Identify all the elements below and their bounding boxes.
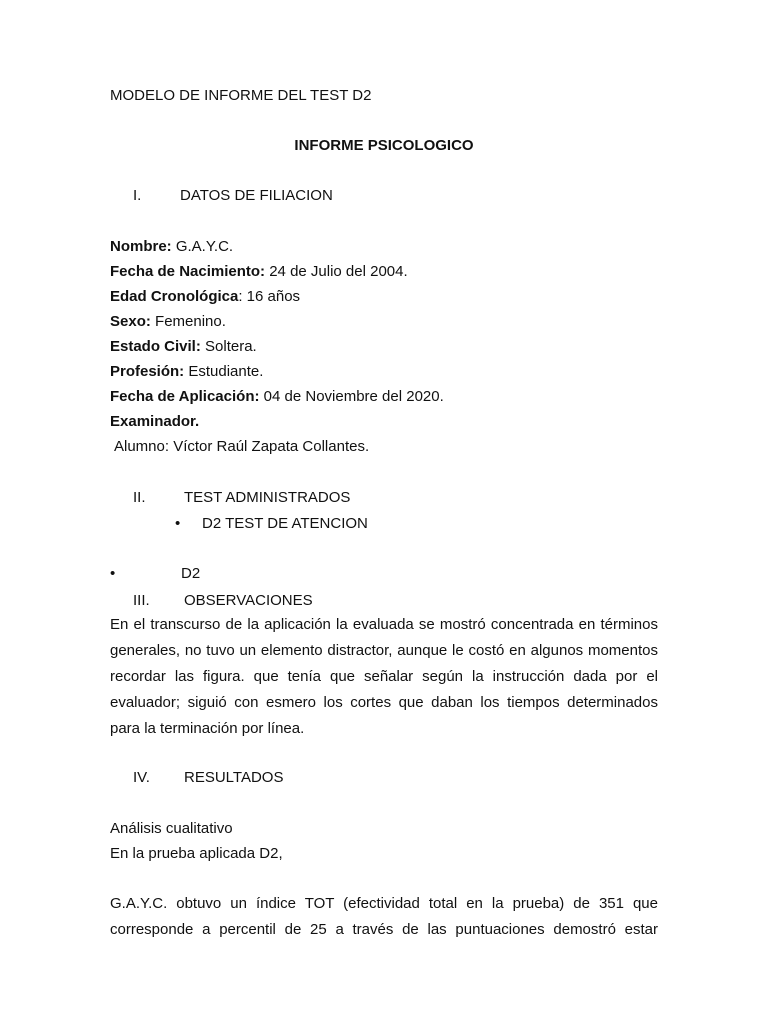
section-number: II. [133,489,146,506]
paragraph-line: En el transcurso de la aplicación la evaluada se mostró concentrada en términos [110,616,658,633]
paragraph-line: evaluador; siguió con esmero los cortes que daban los tiempos determinados [110,694,658,711]
document-header: MODELO DE INFORME DEL TEST D2 [110,87,372,104]
paragraph-line: G.A.Y.C. obtuvo un índice TOT (efectividad total en la prueba) de 351 que [110,895,658,912]
field-value: 04 de Noviembre del 2020. [259,388,444,405]
field-value: : 16 años [238,288,301,305]
observaciones-paragraph [110,612,658,742]
paragraph-line: recordar las figura. que tenía que señalar según la instrucción dada por el [110,668,658,685]
section-heading: TEST ADMINISTRADOS [184,489,351,506]
field-label: Nombre: [110,238,172,255]
prueba-line: En la prueba aplicada D2, [110,845,283,862]
resultado-paragraph [110,891,658,943]
field-label: Edad Cronológica [110,288,239,305]
section-number: III. [133,592,150,609]
field-value: Femenino. [150,313,226,330]
section-heading: RESULTADOS [184,769,284,786]
field-fecha-nacimiento [110,259,408,284]
report-title: INFORME PSICOLOGICO [294,137,474,154]
field-nombre [110,234,233,259]
list-item-text: D2 TEST DE ATENCION [202,515,368,532]
section-number: I. [133,187,142,204]
field-examinador [110,409,199,434]
field-label: Fecha de Aplicación: [110,388,260,405]
field-value: 24 de Julio del 2004. [265,263,408,280]
field-edad [110,284,300,309]
bullet-icon: • [110,565,116,582]
paragraph-line: para la terminación por línea. [110,720,305,737]
field-fecha-aplicacion [110,384,444,409]
section-number: IV. [133,769,150,786]
analisis-label: Análisis cualitativo [110,820,233,837]
field-label: Fecha de Nacimiento: [110,263,266,280]
field-label: Estado Civil: [110,338,201,355]
list-item-text: D2 [181,565,201,582]
paragraph-line: corresponde a percentil de 25 a través de las puntuaciones demostró estar [110,921,658,938]
field-value: G.A.Y.C. [171,238,234,255]
bullet-icon: • [175,515,181,532]
field-profesion [110,359,263,384]
field-label: Profesión: [110,363,185,380]
field-label: Examinador. [110,413,200,430]
section-heading: OBSERVACIONES [184,592,313,609]
paragraph-line: generales, no tuvo un elemento distractor, aunque le costó en algunos momentos [110,642,658,659]
field-value: Estudiante. [184,363,264,380]
field-value: Soltera. [200,338,257,355]
field-sexo [110,309,226,334]
field-estado-civil [110,334,257,359]
field-label: Sexo: [110,313,151,330]
section-heading: DATOS DE FILIACION [180,187,333,204]
examiner-name: Alumno: Víctor Raúl Zapata Collantes. [114,438,370,455]
